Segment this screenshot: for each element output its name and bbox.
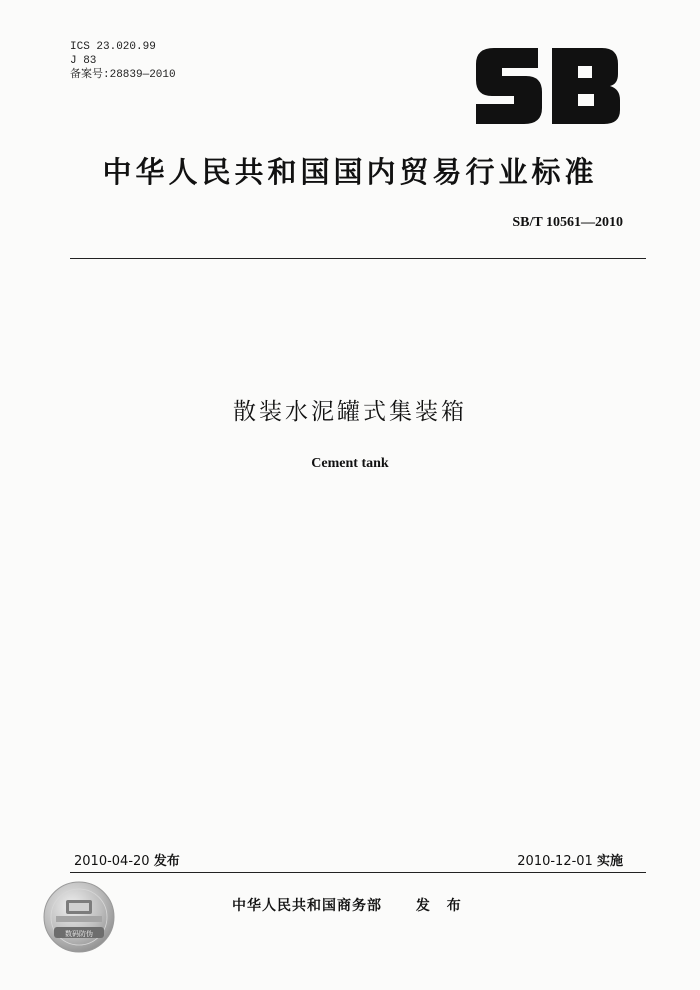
implement-label: 实施 bbox=[596, 854, 623, 869]
header-divider bbox=[70, 258, 646, 259]
ccs-code: J 83 bbox=[70, 55, 97, 67]
document-title-english: Cement tank bbox=[311, 456, 389, 471]
publisher-name: 中华人民共和国商务部 bbox=[232, 898, 382, 914]
implement-date: 2010-12-01 bbox=[517, 854, 593, 869]
document-title-chinese: 散装水泥罐式集装箱 bbox=[233, 399, 467, 425]
hologram-seal-icon bbox=[42, 880, 116, 954]
issue-date-line bbox=[74, 850, 180, 869]
standard-number: SB/T 10561—2010 bbox=[512, 215, 623, 230]
footer-divider bbox=[70, 872, 646, 873]
classification-block bbox=[70, 40, 176, 82]
anti-fake-label: 数码防伪 bbox=[65, 930, 93, 938]
issue-label: 发布 bbox=[153, 854, 180, 869]
publisher-action: 发 布 bbox=[415, 898, 467, 914]
standard-category-title: 中华人民共和国国内贸易行业标准 bbox=[102, 155, 598, 189]
implement-date-line bbox=[517, 850, 623, 869]
publisher-line bbox=[232, 895, 467, 915]
sb-logo-icon bbox=[472, 46, 622, 126]
ics-code: ICS 23.020.99 bbox=[70, 41, 156, 53]
record-number: 备案号:28839—2010 bbox=[70, 69, 176, 81]
issue-date: 2010-04-20 bbox=[74, 854, 150, 869]
